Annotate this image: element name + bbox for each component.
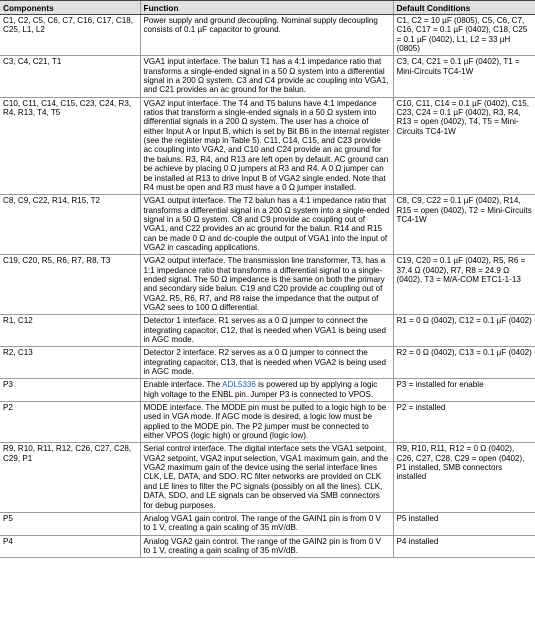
components-cell: P5 bbox=[0, 512, 140, 535]
components-cell: P4 bbox=[0, 535, 140, 558]
function-cell: VGA2 output interface. The transmission line transformer, T3, has a 1:1 impedance ratio that transforms a differential signal to a single-ended signal. The 50 Ω impedance is the same on both the primary and secondary side balun. C19 and C20 provide ac coupling out of VGA2. R5, R6, R7, and R8 raise the impedance that the output of VGA2 sees to 100 Ω differential. bbox=[140, 255, 393, 315]
default-conditions-cell: P3 = installed for enable bbox=[393, 379, 535, 402]
header-function: Function bbox=[140, 1, 393, 15]
default-conditions-cell: C8, C9, C22 = 0.1 µF (0402), R14, R15 = open (0402), T2 = Mini-Circuits TC4-1W bbox=[393, 195, 535, 255]
default-conditions-cell: C19, C20 = 0.1 µF (0402), R5, R6 = 37.4 Ω (0402), R7, R8 = 24.9 Ω (0402), T3 = M/A-COM ETC1-1-13 bbox=[393, 255, 535, 315]
components-cell: P2 bbox=[0, 402, 140, 443]
default-conditions-cell: P5 installed bbox=[393, 512, 535, 535]
components-cell: C8, C9, C22, R14, R15, T2 bbox=[0, 195, 140, 255]
components-cell: R1, C12 bbox=[0, 315, 140, 347]
components-cell: C1, C2, C5, C6, C7, C16, C17, C18, C25, L1, L2 bbox=[0, 15, 140, 56]
components-cell: C19, C20, R5, R6, R7, R8, T3 bbox=[0, 255, 140, 315]
function-cell: Analog VGA2 gain control. The range of the GAIN2 pin is from 0 V to 1 V, creating a gain scaling of 35 mV/dB. bbox=[140, 535, 393, 558]
table-header bbox=[0, 1, 535, 15]
function-cell: VGA1 output interface. The T2 balun has a 4:1 impedance ratio that transforms a differential signal in a 200 Ω system into a single-ended signal in a 50 Ω system. C8 and C9 provide ac coupling out of VGA1, and C22 provides an ac ground for the balun. R14 and R15 can be made 0 Ω and dc-couple the output of VGA1 into the input of VGA2 in cascading applications. bbox=[140, 195, 393, 255]
function-text-before-link: Enable interface. The bbox=[143, 380, 223, 390]
function-cell: MODE interface. The MODE pin must be pulled to a logic high to be used in VGA mode. If AGC mode is desired, a logic low must be applied to the MODE pin. The P2 jumper must be connected to either VPOS (logic high) or ground (logic low). bbox=[140, 402, 393, 443]
default-conditions-cell: R1 = 0 Ω (0402), C12 = 0.1 µF (0402) bbox=[393, 315, 535, 347]
table-row bbox=[0, 195, 535, 255]
function-cell: VGA2 input interface. The T4 and T5 baluns have 4:1 impedance ratios that transform a single-ended signals in a 50 Ω system into differential signals in a 200 Ω system. The user has a choice of either Input A or Input B, which is set by Bit B6 in the internal register (see the register map in Table 5). C11, C14, C15, and C23 provide ac coupling into VGA2, and C10 and C24 provide an ac ground for the baluns. R3, R4, and R13 are left open by default. AC ground can be achieve by placing 0 Ω jumpers at R3 and R4. A 0 Ω jumper can be installed at R13 to drive Input B of VGA2 single ended. Note that R4 must be open and R3 must have a 0 Ω jumper installed. bbox=[140, 97, 393, 194]
components-cell: C3, C4, C21, T1 bbox=[0, 56, 140, 97]
default-conditions-cell: P4 installed bbox=[393, 535, 535, 558]
function-cell: Power supply and ground decoupling. Nominal supply decoupling consists of 0.1 µF capacitor to ground. bbox=[140, 15, 393, 56]
function-cell bbox=[140, 379, 393, 402]
components-cell: P3 bbox=[0, 379, 140, 402]
default-conditions-cell: R2 = 0 Ω (0402), C13 = 0.1 µF (0402) bbox=[393, 347, 535, 379]
table-row bbox=[0, 315, 535, 347]
table-row bbox=[0, 402, 535, 443]
function-cell: Analog VGA1 gain control. The range of the GAIN1 pin is from 0 V to 1 V, creating a gain scaling of 35 mV/dB. bbox=[140, 512, 393, 535]
default-conditions-cell: P2 = installed bbox=[393, 402, 535, 443]
components-cell: R9, R10, R11, R12, C26, C27, C28, C29, P1 bbox=[0, 443, 140, 512]
header-components: Components bbox=[0, 1, 140, 15]
function-text-after-link: is powered up by applying a logic high voltage to the ENBL pin. Jumper P3 is connected to VPOS. bbox=[143, 380, 378, 399]
components-cell: R2, C13 bbox=[0, 347, 140, 379]
function-cell: VGA1 input interface. The balun T1 has a 4:1 impedance ratio that transforms a single-ended signal in a 50 Ω system into a differential signal in a 200 Ω system. C3 and C4 provide ac coupling into VGA1, and C21 provides an ac ground for the balun. bbox=[140, 56, 393, 97]
function-cell: Detector 1 interface. R1 serves as a 0 Ω jumper to connect the integrating capacitor, C12, that is needed when VGA1 is being used in AGC mode. bbox=[140, 315, 393, 347]
default-conditions-cell: C10, C11, C14 = 0.1 µF (0402), C15, C23, C24 = 0.1 µF (0402), R3, R4, R13 = open (0402), T4, T5 = Mini-Circuits TC4-1W bbox=[393, 97, 535, 194]
default-conditions-cell: C3, C4, C21 = 0.1 µF (0402), T1 = Mini-Circuits TC4-1W bbox=[393, 56, 535, 97]
default-conditions-cell: R9, R10, R11, R12 = 0 Ω (0402), C26, C27, C28, C29 = open (0402), P1 installed, SMB connectors installed bbox=[393, 443, 535, 512]
table-body bbox=[0, 15, 535, 558]
default-conditions-cell: C1, C2 = 10 µF (0805), C5, C6, C7, C16, C17 = 0.1 µF (0402), C18, C25 = 0.1 µF (0402), L1, L2 = 33 µH (0805) bbox=[393, 15, 535, 56]
table-row bbox=[0, 97, 535, 194]
function-cell: Detector 2 interface. R2 serves as a 0 Ω jumper to connect the integrating capacitor, C13, that is needed when VGA2 is being used in AGC mode. bbox=[140, 347, 393, 379]
table-row bbox=[0, 379, 535, 402]
table-row bbox=[0, 512, 535, 535]
table-row bbox=[0, 535, 535, 558]
table-row bbox=[0, 15, 535, 56]
header-row bbox=[0, 1, 535, 15]
table-row bbox=[0, 347, 535, 379]
table-row bbox=[0, 443, 535, 512]
function-cell: Serial control interface. The digital interface sets the VGA1 setpoint, VGA2 setpoint, VGA2 input selection, VGA1 maximum gain, and the VGA2 maximum gain of the device using the serial interface lines CLK, LE, DATA, and SDO. RC filter networks are provided on CLK and LE lines to filter the PC signals (possibly on all the lines). CLK, DATA, SDO, and LE signals can be observed via SMB connectors for debug purposes. bbox=[140, 443, 393, 512]
components-cell: C10, C11, C14, C15, C23, C24, R3, R4, R13, T4, T5 bbox=[0, 97, 140, 194]
adl5336-link[interactable]: ADL5336 bbox=[222, 380, 256, 390]
table-row bbox=[0, 255, 535, 315]
table-row bbox=[0, 56, 535, 97]
header-default-conditions: Default Conditions bbox=[393, 1, 535, 15]
